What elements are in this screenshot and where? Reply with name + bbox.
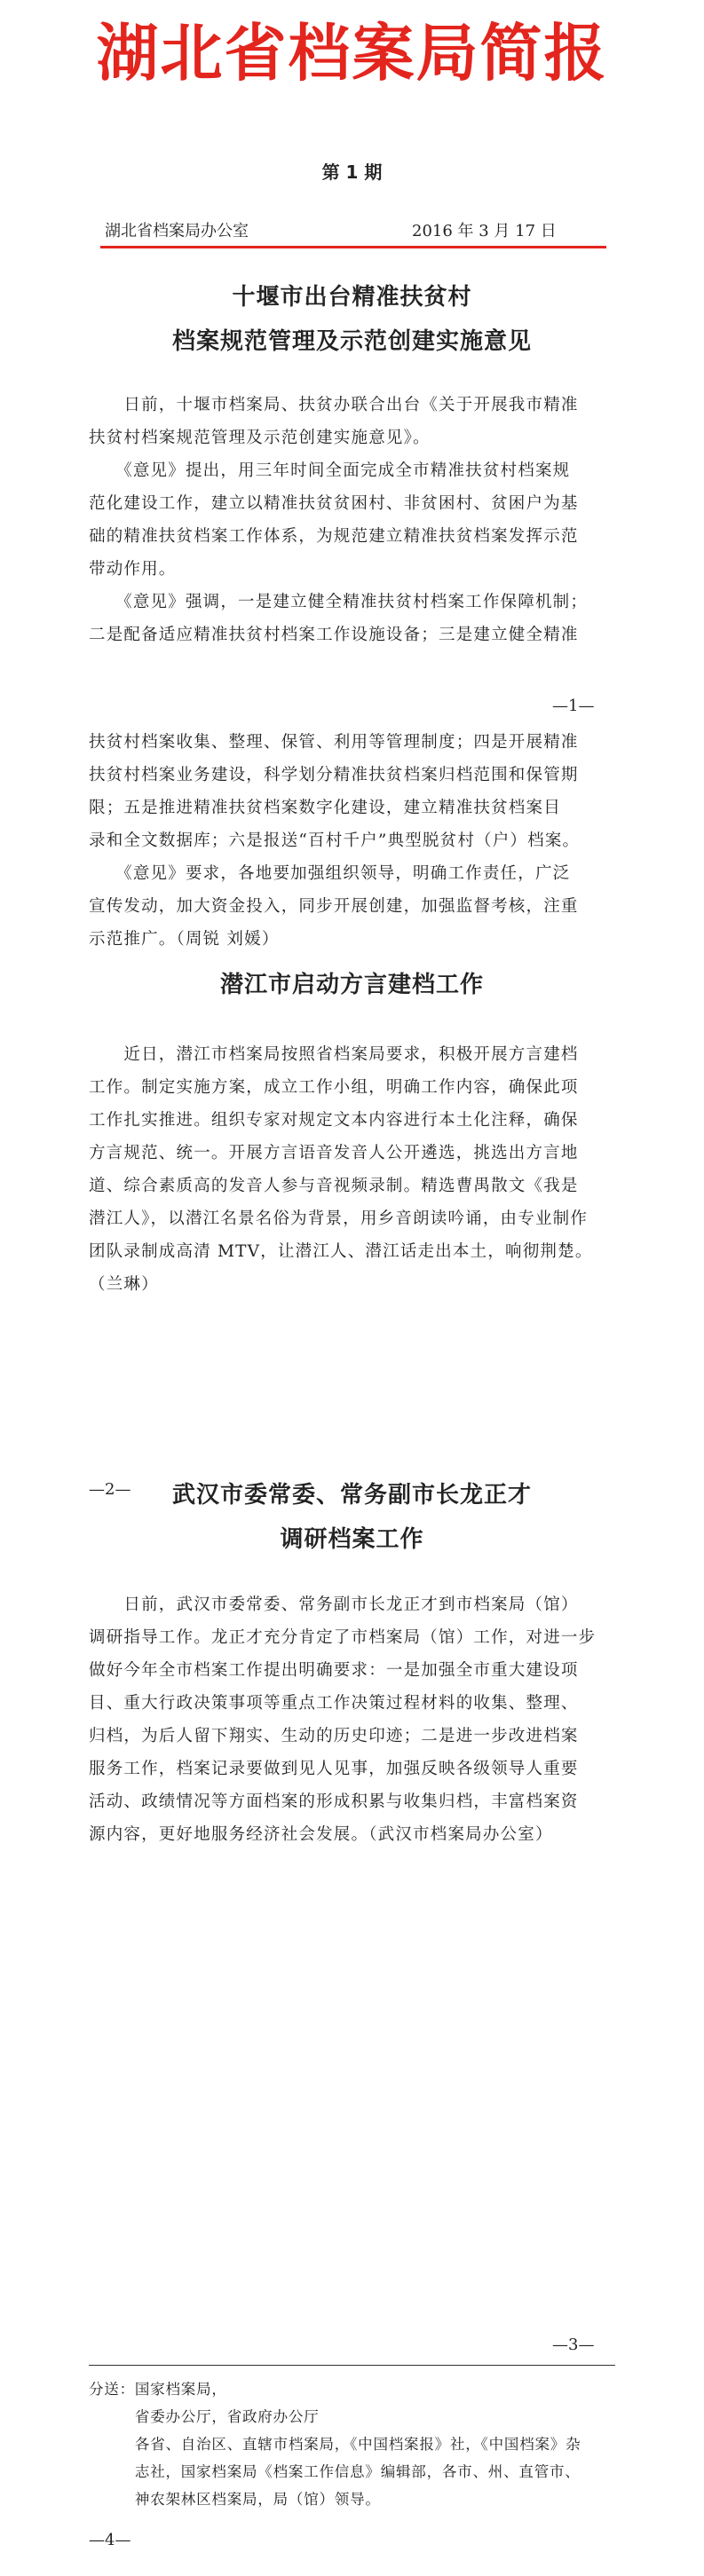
text-line: 《意见》要求，各地要加强组织领导，明确工作责任，广泛 (89, 864, 571, 883)
article-1-title-line: 档案规范管理及示范创建实施意见 (171, 328, 532, 355)
page-number-4: —4— (89, 2531, 131, 2549)
text-line: 工作。制定实施方案，成立工作小组，明确工作内容，确保此项 (89, 1078, 579, 1097)
article-3-title (89, 1473, 615, 1562)
text-line: 日前，武汉市委常委、常务副市长龙正才到市档案局（馆） (89, 1595, 579, 1614)
distribution-line: 省委办公厅，省政府办公厅 (89, 2408, 320, 2425)
text-line: 础的精准扶贫档案工作体系，为规范建立精准扶贫档案发挥示范 (89, 527, 579, 546)
text-line: 宣传发动，加大资金投入，同步开展创建，加强监督考核，注重 (89, 897, 579, 916)
text-line: 范化建设工作，建立以精准扶贫贫困村、非贫困村、贫困户为基 (89, 494, 579, 513)
distribution-line: 神农架林区档案局，局（馆）领导。 (89, 2491, 381, 2508)
article-1-title-line: 十堰市出台精准扶贫村 (232, 284, 472, 311)
issue-number: 第 1 期 (321, 161, 383, 183)
distribution-line: 志社，国家档案局《档案工作信息》编辑部，各市、州、直管市、 (89, 2463, 581, 2480)
text-line: 归档，为后人留下翔实、生动的历史印迹；二是进一步改进档案 (89, 1727, 579, 1745)
article-3-title-line: 调研档案工作 (280, 1526, 424, 1553)
page-number-3: —3— (552, 2336, 595, 2354)
distribution-list (89, 2375, 621, 2513)
page-number-1: —1— (552, 697, 595, 715)
text-line: 《意见》强调，一是建立健全精准扶贫村档案工作保障机制； (89, 593, 589, 611)
text-line: 目、重大行政决策事项等重点工作决策过程材料的收集、整理、 (89, 1694, 579, 1713)
article-1-title (89, 275, 615, 364)
article-2-title-line: 潜江市启动方言建档工作 (219, 972, 484, 998)
text-line: 录和全文数据库；六是报送“百村千户”典型脱贫村（户）档案。 (89, 831, 581, 850)
article-3-body (89, 1588, 615, 1851)
text-line: 扶贫村档案规范管理及示范创建实施意见》。 (89, 429, 431, 447)
article-2-body (89, 1038, 615, 1301)
distribution-line: 各省、自治区、直辖市档案局，《中国档案报》社，《中国档案》杂 (89, 2436, 581, 2453)
article-3-title-line: 武汉市委常委、常务副市长龙正才 (171, 1482, 532, 1509)
text-line: 团队录制成高清 MTV，让潜江人、潜江话走出本土，响彻荆楚。 (89, 1242, 593, 1261)
article-2-title (89, 963, 615, 1007)
text-line: 服务工作，档案记录要做到见人见事，加强反映各级领导人重要 (89, 1760, 579, 1778)
text-line: 日前，十堰市档案局、扶贫办联合出台《关于开展我市精准 (89, 396, 579, 414)
text-line: 《意见》提出，用三年时间全面完成全市精准扶贫村档案规 (89, 461, 571, 480)
text-line: 做好今年全市档案工作提出明确要求：一是加强全市重大建设项 (89, 1661, 579, 1680)
masthead-title: 湖北省档案局简报 (96, 17, 608, 90)
text-line: （兰琳） (89, 1275, 159, 1294)
text-line: 示范推广。（周锐 刘媛） (89, 930, 280, 949)
text-line: 扶贫村档案收集、整理、保管、利用等管理制度；四是开展精准 (89, 733, 579, 752)
text-line: 限；五是推进精准扶贫档案数字化建设，建立精准扶贫档案目 (89, 799, 561, 817)
distribution-divider (89, 2365, 615, 2366)
text-line: 扶贫村档案业务建设，科学划分精准扶贫档案归档范围和保管期 (89, 766, 579, 784)
article-1-body-part-2 (89, 726, 615, 956)
text-line: 二是配备适应精准扶贫村档案工作设施设备；三是建立健全精准 (89, 626, 579, 644)
distribution-line: 分送：国家档案局， (89, 2381, 227, 2398)
text-line: 工作扎实推进。组织专家对规定文本内容进行本土化注释，确保 (89, 1111, 579, 1130)
text-line: 调研指导工作。龙正才充分肯定了市档案局（馆）工作，对进一步 (89, 1628, 597, 1647)
text-line: 道、综合素质高的发音人参与音视频录制。精选曹禺散文《我是 (89, 1177, 579, 1195)
issuing-office: 湖北省档案局办公室 (105, 222, 249, 240)
article-1-body-part-1 (89, 389, 615, 651)
text-line: 潜江人》，以潜江名景名俗为背景，用乡音朗读吟诵，由专业制作 (89, 1209, 589, 1228)
text-line: 带动作用。 (89, 560, 177, 579)
text-line: 源内容，更好地服务经济社会发展。（武汉市档案局办公室） (89, 1825, 553, 1844)
header-divider (100, 246, 606, 248)
text-line: 近日，潜江市档案局按照省档案局要求，积极开展方言建档 (89, 1045, 579, 1064)
text-line: 活动、政绩情况等方面档案的形成积累与收集归档，丰富档案资 (89, 1792, 579, 1811)
issue-date: 2016 年 3 月 17 日 (412, 222, 557, 240)
page-number-2: —2— (89, 1480, 131, 1499)
text-line: 方言规范、统一。开展方言语音发音人公开遴选，挑选出方言地 (89, 1144, 579, 1162)
